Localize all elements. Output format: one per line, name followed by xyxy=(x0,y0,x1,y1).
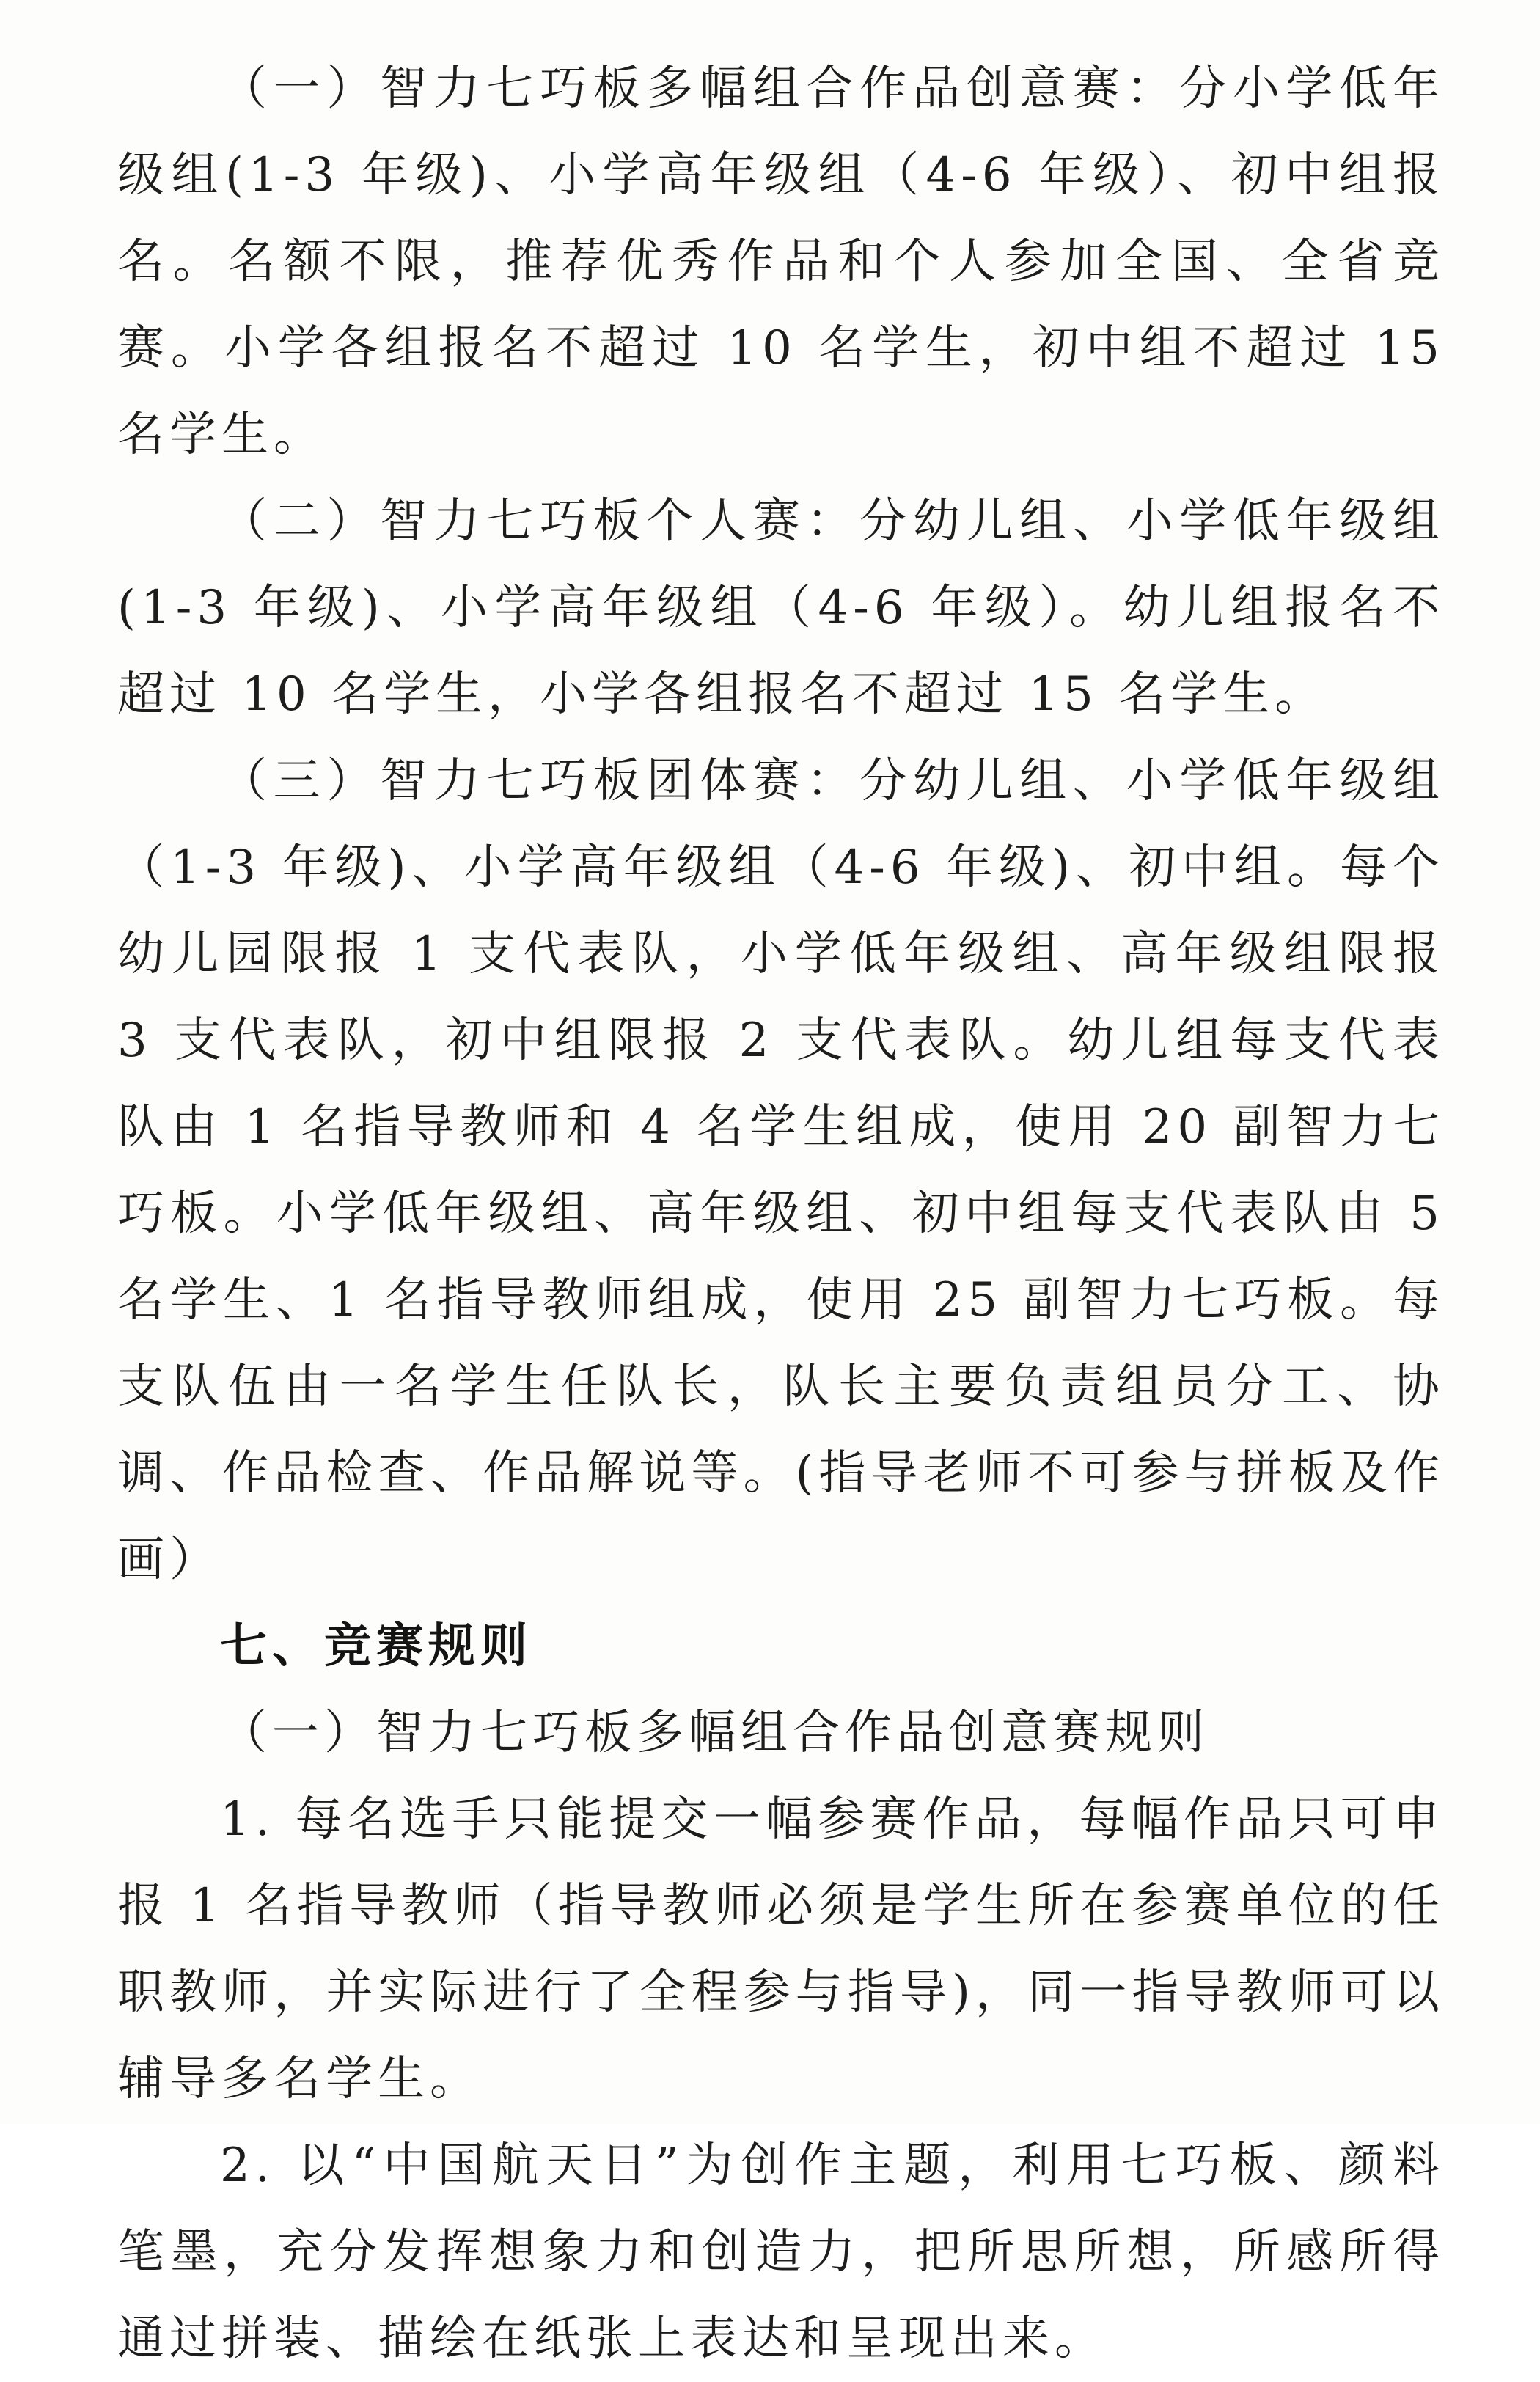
subsection-heading: （一）智力七巧板多幅组合作品创意赛规则 xyxy=(220,1706,1209,1760)
paragraph-individual-contest: （二）智力七巧板个人赛：分幼儿组、小学低年级组(1-3 年级)、小学高年级组（4-6 年级）。幼儿组报名不超过 10 名学生，小学各组报名不超过 15 名学生。 xyxy=(117,494,1445,722)
rule-item-2: 2. 以“中国航天日”为创作主题，利用七巧板、颜料笔墨，充分发挥想象力和创造力，把所思所想，所感所得通过拼装、描绘在纸张上表达和呈现出来。 xyxy=(117,2139,1445,2366)
paragraph-multi-panel-contest: （一）智力七巧板多幅组合作品创意赛：分小学低年级组(1-3 年级)、小学高年级组（4-6 年级）、初中组报名。名额不限，推荐优秀作品和个人参加全国、全省竞赛。小学各组报名不超过 10 名学生，初中组不超过 15 名学生。 xyxy=(117,62,1445,462)
paragraph-team-contest: （三）智力七巧板团体赛：分幼儿组、小学低年级组（1-3 年级)、小学高年级组（4-6 年级)、初中组。每个幼儿园限报 1 支代表队，小学低年级组、高年级组限报 3 支代表队，初中组限报 2 支代表队。幼儿组每支代表队由 1 名指导教师和 4 名学生组成，使用 20 副智力七巧板。小学低年级组、高年级组、初中组每支代表队由 5 名学生、1 名指导教师组成，使用 25 副智力七巧板。每支队伍由一名学生任队长，队长主要负责组员分工、协调、作品检查、作品解说等。(指导老师不可参与拼板及作画） xyxy=(117,754,1445,1587)
rule-item-1: 1. 每名选手只能提交一幅参赛作品，每幅作品只可申报 1 名指导教师（指导教师必须是学生所在参赛单位的任职教师，并实际进行了全程参与指导)，同一指导教师可以辅导多名学生。 xyxy=(117,1792,1445,2106)
section-heading: 七、竞赛规则 xyxy=(220,1619,532,1674)
